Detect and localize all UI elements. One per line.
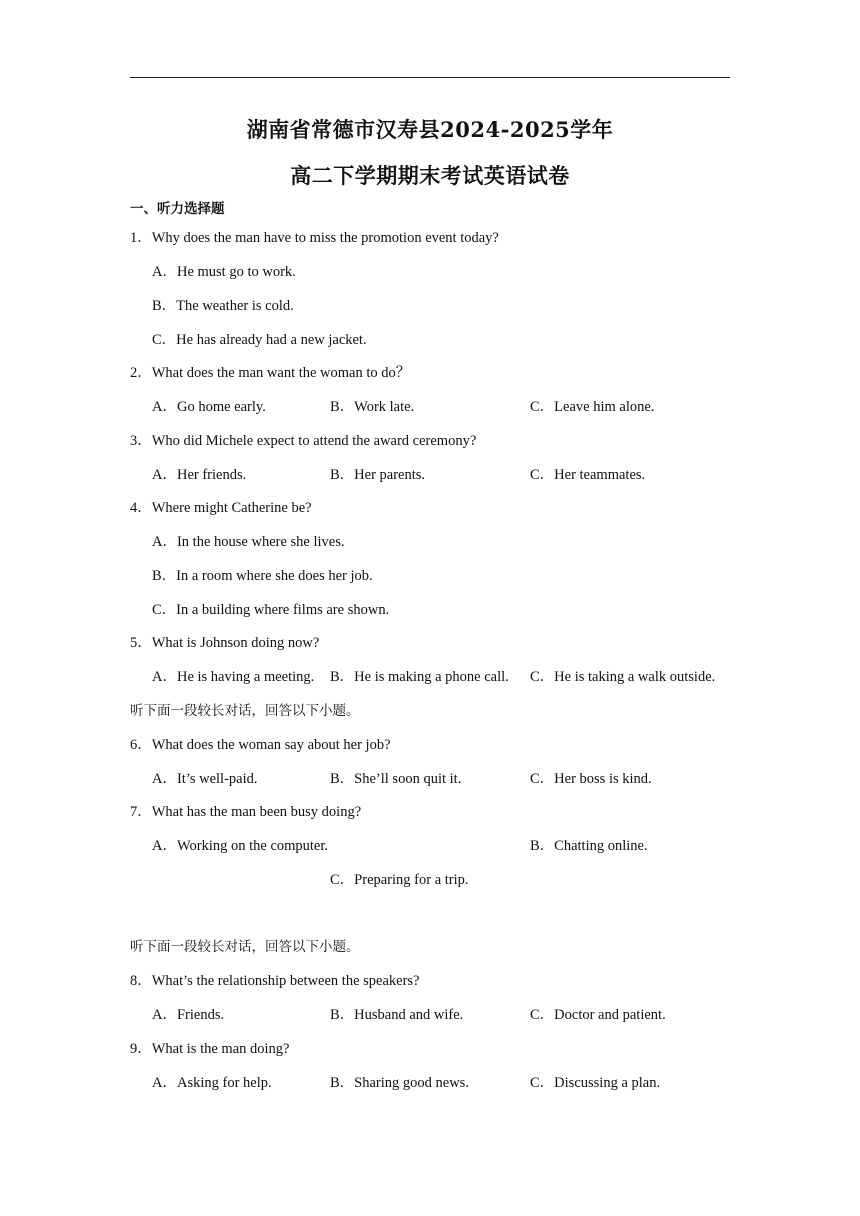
q4-option-c: C．In a building where films are shown.	[152, 602, 390, 618]
question-3: 3．Who did Michele expect to attend the award ceremony?	[130, 433, 477, 449]
question-1: 1．Why does the man have to miss the promotion event today?	[130, 230, 499, 246]
question-8: 8．What’s the relationship between the speakers?	[130, 973, 420, 989]
q1-option-c: C．He has already had a new jacket.	[152, 332, 367, 348]
header-rule	[130, 77, 730, 78]
q3-option-b: B．Her parents.	[330, 467, 426, 483]
question-5: 5．What is Johnson doing now?	[130, 635, 320, 651]
q2-option-a: A．Go home early.	[152, 399, 266, 415]
q9-option-b: B．Sharing good news.	[330, 1075, 469, 1091]
question-4: 4．Where might Catherine be?	[130, 500, 312, 516]
q5-option-b: B．He is making a phone call.	[330, 669, 509, 685]
document-title-line-1: 湖南省常德市汉寿县2024-2025学年	[246, 117, 614, 142]
q6-option-c: C．Her boss is kind.	[530, 771, 652, 787]
q5-option-a: A．He is having a meeting.	[152, 669, 315, 685]
q7-option-b: B．Chatting online.	[530, 838, 648, 854]
q4-option-a: A．In the house where she lives.	[152, 534, 345, 550]
section-heading: 一、听力选择题	[130, 201, 225, 217]
q3-option-a: A．Her friends.	[152, 467, 247, 483]
q6-option-a: A．It’s well-paid.	[152, 771, 258, 787]
q6-option-b: B．She’ll soon quit it.	[330, 771, 462, 787]
q8-option-c: C．Doctor and patient.	[530, 1007, 666, 1023]
dialogue-instruction-2: 听下面一段较长对话，回答以下小题。	[130, 939, 360, 955]
q2-option-b: B．Work late.	[330, 399, 415, 415]
q5-option-c: C．He is taking a walk outside.	[530, 669, 716, 685]
q2-option-c: C．Leave him alone.	[530, 399, 655, 415]
question-2: 2．What does the man want the woman to do？	[130, 365, 411, 381]
q4-option-b: B．In a room where she does her job.	[152, 568, 373, 584]
q9-option-c: C．Discussing a plan.	[530, 1075, 661, 1091]
q7-option-a: A．Working on the computer.	[152, 838, 329, 854]
q7-option-c: C．Preparing for a trip.	[330, 872, 469, 888]
q1-option-b: B．The weather is cold.	[152, 298, 294, 314]
q1-option-a: A．He must go to work.	[152, 264, 296, 280]
question-9: 9．What is the man doing?	[130, 1041, 290, 1057]
q8-option-a: A．Friends.	[152, 1007, 225, 1023]
document-title-line-2: 高二下学期期末考试英语试卷	[290, 163, 570, 188]
question-7: 7．What has the man been busy doing?	[130, 804, 362, 820]
dialogue-instruction-1: 听下面一段较长对话，回答以下小题。	[130, 703, 360, 719]
q8-option-b: B．Husband and wife.	[330, 1007, 464, 1023]
question-6: 6．What does the woman say about her job?	[130, 737, 391, 753]
q3-option-c: C．Her teammates.	[530, 467, 646, 483]
q9-option-a: A．Asking for help.	[152, 1075, 272, 1091]
